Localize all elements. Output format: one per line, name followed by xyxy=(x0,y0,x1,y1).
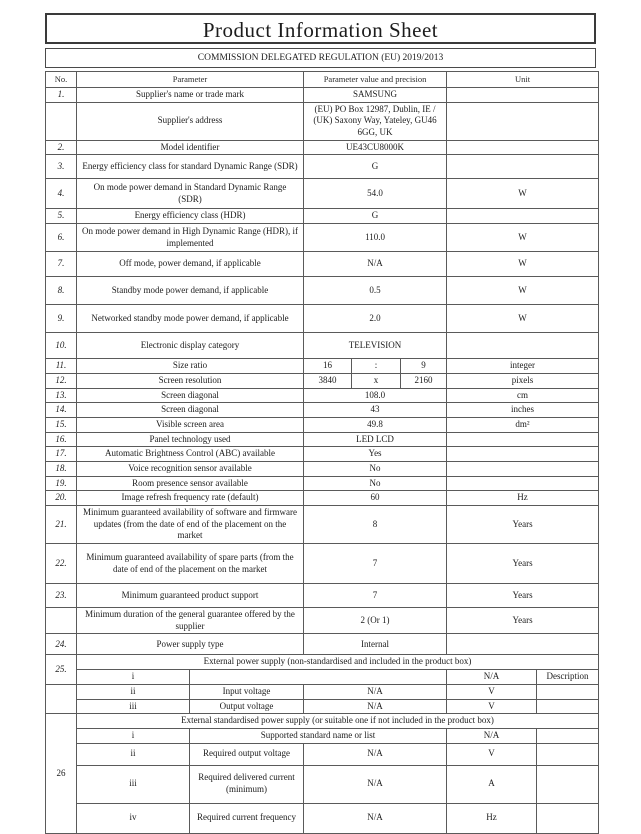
unit-cell: inches xyxy=(447,403,599,418)
unit-cell: W xyxy=(447,277,599,305)
parameter-cell: Off mode, power demand, if applicable xyxy=(77,252,304,277)
unit-cell: Years xyxy=(447,506,599,544)
row-number-cell: 8. xyxy=(46,277,77,305)
table-row xyxy=(46,417,599,432)
unit-cell xyxy=(447,209,599,224)
unit-cell: N/A xyxy=(447,728,537,743)
parameter-cell: Minimum duration of the general guarantee offered by the supplier xyxy=(77,608,304,634)
unit-cell xyxy=(447,461,599,476)
value-cell: N/A xyxy=(304,803,447,833)
table-row xyxy=(46,359,599,374)
row-number-cell: 5. xyxy=(46,209,77,224)
parameter-cell: Panel technology used xyxy=(77,432,304,447)
header-unit: Unit xyxy=(447,72,599,88)
table-row xyxy=(46,584,599,608)
parameter-cell: Minimum guaranteed product support xyxy=(77,584,304,608)
table-row xyxy=(46,333,599,359)
table-row xyxy=(46,140,599,155)
description-cell xyxy=(537,699,599,714)
unit-cell xyxy=(447,447,599,462)
table-row xyxy=(46,209,599,224)
description-cell xyxy=(537,743,599,765)
parameter-cell: Supplier's address xyxy=(77,102,304,140)
value-cell: LED LCD xyxy=(304,432,447,447)
unit-cell xyxy=(447,88,599,103)
row-number-cell xyxy=(46,608,77,634)
row-number-cell: 21. xyxy=(46,506,77,544)
table-row xyxy=(46,88,599,103)
unit-cell: dm² xyxy=(447,417,599,432)
value-cell: N/A xyxy=(304,252,447,277)
row-number-cell xyxy=(46,102,77,140)
value-cell: 7 xyxy=(304,584,447,608)
unit-cell: cm xyxy=(447,388,599,403)
value-cell: N/A xyxy=(304,743,447,765)
parameter-cell: On mode power demand in Standard Dynamic Range (SDR) xyxy=(77,179,304,209)
table-row xyxy=(46,155,599,179)
row-number-cell: 26 xyxy=(46,714,77,833)
value-cell: 60 xyxy=(304,491,447,506)
section-26-header-row xyxy=(46,714,599,729)
section-header-cell: External standardised power supply (or suitable one if not included in the product box) xyxy=(77,714,599,729)
description-cell xyxy=(537,765,599,803)
unit-cell: Years xyxy=(447,608,599,634)
value-cell xyxy=(190,670,447,685)
parameter-cell: Minimum guaranteed availability of spare parts (from the date of end of the placement on the market xyxy=(77,544,304,584)
value-cell: Supported standard name or list xyxy=(190,728,447,743)
value-cell: (EU) PO Box 12987, Dublin, IE / (UK) Saxony Way, Yateley, GU46 6GG, UK xyxy=(304,102,447,140)
row-number-cell: 17. xyxy=(46,447,77,462)
value-cell: 7 xyxy=(304,544,447,584)
value-cell: G xyxy=(304,155,447,179)
description-cell: Description xyxy=(537,670,599,685)
unit-cell: V xyxy=(447,699,537,714)
parameter-cell: Energy efficiency class (HDR) xyxy=(77,209,304,224)
parameter-cell: Output voltage xyxy=(190,699,304,714)
section-header-cell: External power supply (non-standardised and included in the product box) xyxy=(77,655,599,670)
value-cell: G xyxy=(304,209,447,224)
row-number-cell xyxy=(46,684,77,713)
value-cell: 54.0 xyxy=(304,179,447,209)
parameter-cell: Networked standby mode power demand, if applicable xyxy=(77,305,304,333)
value-cell: 110.0 xyxy=(304,224,447,252)
product-info-table xyxy=(45,71,599,834)
row-number-cell: 7. xyxy=(46,252,77,277)
value-cell: 2.0 xyxy=(304,305,447,333)
value-cell: 108.0 xyxy=(304,388,447,403)
unit-cell xyxy=(447,140,599,155)
table-row xyxy=(46,765,599,803)
description-cell xyxy=(537,803,599,833)
value-cell: Internal xyxy=(304,634,447,655)
unit-cell: Hz xyxy=(447,491,599,506)
value-cell: N/A xyxy=(304,684,447,699)
table-row xyxy=(46,373,599,388)
table-header-row xyxy=(46,72,599,88)
parameter-cell: Screen diagonal xyxy=(77,388,304,403)
regulation-subtitle: COMMISSION DELEGATED REGULATION (EU) 2019/2013 xyxy=(45,48,596,68)
row-number-cell: 24. xyxy=(46,634,77,655)
parameter-cell: Image refresh frequency rate (default) xyxy=(77,491,304,506)
sub-row-letter-cell: iii xyxy=(77,765,190,803)
parameter-cell: Visible screen area xyxy=(77,417,304,432)
row-number-cell: 4. xyxy=(46,179,77,209)
parameter-cell: Input voltage xyxy=(190,684,304,699)
table-row xyxy=(46,388,599,403)
row-number-cell: 14. xyxy=(46,403,77,418)
table-row xyxy=(46,699,599,714)
parameter-cell: Energy efficiency class for standard Dynamic Range (SDR) xyxy=(77,155,304,179)
sub-row-letter-cell: i xyxy=(77,670,190,685)
table-row xyxy=(46,634,599,655)
unit-cell: N/A xyxy=(447,670,537,685)
row-number-cell: 10. xyxy=(46,333,77,359)
sub-row-letter-cell: iii xyxy=(77,699,190,714)
table-row xyxy=(46,803,599,833)
unit-cell: Hz xyxy=(447,803,537,833)
value-separator-cell: x xyxy=(352,373,401,388)
parameter-cell: Size ratio xyxy=(77,359,304,374)
table-row xyxy=(46,447,599,462)
row-number-cell: 1. xyxy=(46,88,77,103)
parameter-cell: Screen resolution xyxy=(77,373,304,388)
table-row xyxy=(46,102,599,140)
table-row xyxy=(46,506,599,544)
description-cell xyxy=(537,728,599,743)
row-number-cell: 16. xyxy=(46,432,77,447)
unit-cell: V xyxy=(447,684,537,699)
table-row xyxy=(46,179,599,209)
table-row xyxy=(46,461,599,476)
table-row xyxy=(46,684,599,699)
unit-cell: W xyxy=(447,179,599,209)
value-cell: N/A xyxy=(304,765,447,803)
unit-cell: A xyxy=(447,765,537,803)
value-cell: 43 xyxy=(304,403,447,418)
row-number-cell: 9. xyxy=(46,305,77,333)
unit-cell: V xyxy=(447,743,537,765)
unit-cell xyxy=(447,333,599,359)
value-cell: 0.5 xyxy=(304,277,447,305)
table-row xyxy=(46,277,599,305)
section-25-header-row xyxy=(46,655,599,670)
table-row xyxy=(46,544,599,584)
value-cell: Yes xyxy=(304,447,447,462)
table-row xyxy=(46,491,599,506)
unit-cell: pixels xyxy=(447,373,599,388)
row-number-cell: 2. xyxy=(46,140,77,155)
value-cell: N/A xyxy=(304,699,447,714)
table-row xyxy=(46,432,599,447)
row-number-cell: 19. xyxy=(46,476,77,491)
row-number-cell: 20. xyxy=(46,491,77,506)
value-cell-b: 9 xyxy=(401,359,447,374)
value-cell-b: 2160 xyxy=(401,373,447,388)
row-number-cell: 13. xyxy=(46,388,77,403)
table-row xyxy=(46,608,599,634)
description-cell xyxy=(537,684,599,699)
parameter-cell: Automatic Brightness Control (ABC) available xyxy=(77,447,304,462)
table-row xyxy=(46,224,599,252)
value-separator-cell: : xyxy=(352,359,401,374)
sub-row-letter-cell: iv xyxy=(77,803,190,833)
parameter-cell: Required output voltage xyxy=(190,743,304,765)
sub-row-letter-cell: ii xyxy=(77,743,190,765)
value-cell: UE43CU8000K xyxy=(304,140,447,155)
parameter-cell: Screen diagonal xyxy=(77,403,304,418)
parameter-cell: Model identifier xyxy=(77,140,304,155)
page-title: Product Information Sheet xyxy=(45,13,596,44)
parameter-cell: Power supply type xyxy=(77,634,304,655)
table-row xyxy=(46,476,599,491)
table-row xyxy=(46,743,599,765)
parameter-cell: Electronic display category xyxy=(77,333,304,359)
parameter-cell: Minimum guaranteed availability of software and firmware updates (from the date of end of the placement on the market xyxy=(77,506,304,544)
row-number-cell: 22. xyxy=(46,544,77,584)
parameter-cell: Supplier's name or trade mark xyxy=(77,88,304,103)
parameter-cell: Required current frequency xyxy=(190,803,304,833)
row-number-cell: 11. xyxy=(46,359,77,374)
row-number-cell: 6. xyxy=(46,224,77,252)
parameter-cell: Voice recognition sensor available xyxy=(77,461,304,476)
unit-cell xyxy=(447,476,599,491)
value-cell: No xyxy=(304,476,447,491)
header-parameter: Parameter xyxy=(77,72,304,88)
row-number-cell: 12. xyxy=(46,373,77,388)
parameter-cell: Required delivered current (minimum) xyxy=(190,765,304,803)
value-cell: No xyxy=(304,461,447,476)
unit-cell xyxy=(447,432,599,447)
unit-cell: Years xyxy=(447,544,599,584)
sub-row-letter-cell: i xyxy=(77,728,190,743)
row-number-cell: 18. xyxy=(46,461,77,476)
row-number-cell: 23. xyxy=(46,584,77,608)
unit-cell: W xyxy=(447,305,599,333)
table-row xyxy=(46,252,599,277)
table-row xyxy=(46,403,599,418)
unit-cell: integer xyxy=(447,359,599,374)
unit-cell xyxy=(447,102,599,140)
parameter-cell: Room presence sensor available xyxy=(77,476,304,491)
header-value: Parameter value and precision xyxy=(304,72,447,88)
value-cell: 8 xyxy=(304,506,447,544)
value-cell-a: 16 xyxy=(304,359,352,374)
unit-cell xyxy=(447,155,599,179)
table-row xyxy=(46,670,599,685)
unit-cell: W xyxy=(447,252,599,277)
header-no: No. xyxy=(46,72,77,88)
sub-row-letter-cell: ii xyxy=(77,684,190,699)
table-row xyxy=(46,305,599,333)
value-cell: TELEVISION xyxy=(304,333,447,359)
table-row xyxy=(46,728,599,743)
parameter-cell: Standby mode power demand, if applicable xyxy=(77,277,304,305)
row-number-cell: 15. xyxy=(46,417,77,432)
value-cell: 49.8 xyxy=(304,417,447,432)
parameter-cell: On mode power demand in High Dynamic Range (HDR), if implemented xyxy=(77,224,304,252)
unit-cell xyxy=(447,634,599,655)
row-number-cell: 25. xyxy=(46,655,77,684)
unit-cell: Years xyxy=(447,584,599,608)
row-number-cell: 3. xyxy=(46,155,77,179)
unit-cell: W xyxy=(447,224,599,252)
value-cell: SAMSUNG xyxy=(304,88,447,103)
value-cell-a: 3840 xyxy=(304,373,352,388)
value-cell: 2 (Or 1) xyxy=(304,608,447,634)
